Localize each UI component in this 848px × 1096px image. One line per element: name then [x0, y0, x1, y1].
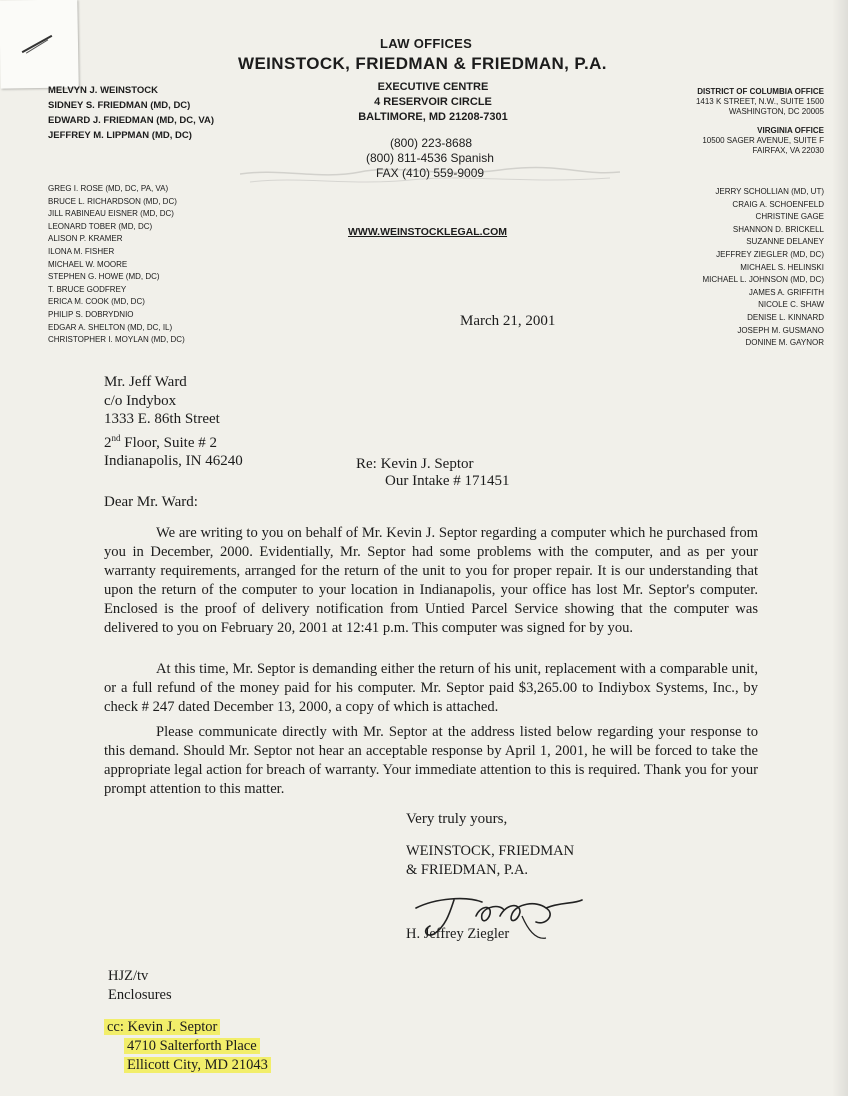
signature-firm-line: WEINSTOCK, FRIEDMAN — [406, 843, 575, 859]
dc-office-line: 1413 K STREET, N.W., SUITE 1500 — [695, 97, 824, 106]
enclosures-note: Enclosures — [108, 987, 172, 1003]
associate-name: JERRY SCHOLLIAN (MD, UT) — [715, 187, 824, 196]
associate-name: JOSEPH M. GUSMANO — [737, 325, 824, 335]
phone-line: (800) 223-8688 — [390, 136, 473, 150]
associate-name: MICHAEL L. JOHNSON (MD, DC) — [702, 275, 824, 285]
partner-name: JEFFREY M. LIPPMAN (MD, DC) — [48, 130, 192, 141]
typist-initials: HJZ/tv — [108, 968, 149, 984]
recipient-street: 1333 E. 86th Street — [104, 411, 220, 427]
office-address — [358, 80, 508, 125]
recipient-care-of: c/o Indybox — [104, 392, 177, 409]
va-office-line: FAIRFAX, VA 22030 — [752, 146, 824, 155]
associate-name: JAMES A. GRIFFITH — [748, 287, 824, 297]
cc-block — [104, 1018, 271, 1075]
pen-mark-icon — [18, 28, 59, 59]
cc-city: Ellicott City, MD 21043 — [124, 1057, 271, 1073]
associate-name: NICOLE C. SHAW — [758, 300, 824, 310]
associate-name: JEFFREY ZIEGLER (MD, DC) — [716, 249, 824, 259]
recipient-city: Indianapolis, IN 46240 — [104, 453, 243, 469]
associate-name: MICHAEL S. HELINSKI — [740, 262, 824, 272]
associate-name: PHILIP S. DOBRYDNIO — [48, 309, 134, 319]
associate-name: SHANNON D. BRICKELL — [732, 224, 824, 234]
associates-left-list — [48, 183, 185, 347]
intake-number: Our Intake # 171451 — [385, 473, 510, 489]
associate-name: GREG I. ROSE (MD, DC, PA, VA) — [48, 184, 169, 193]
associates-right-list — [650, 186, 824, 350]
website-link[interactable]: WWW.WEINSTOCKLEGAL.COM — [348, 226, 508, 238]
associate-name: CHRISTINE GAGE — [755, 212, 824, 222]
dc-office-line: WASHINGTON, DC 20005 — [728, 107, 824, 116]
folded-corner — [0, 0, 79, 89]
address-line: 4 RESERVOIR CIRCLE — [374, 96, 492, 108]
reference-initials — [108, 967, 172, 1005]
associate-name: EDGAR A. SHELTON (MD, DC, IL) — [48, 322, 173, 332]
address-line: EXECUTIVE CENTRE — [377, 81, 489, 93]
associate-name: T. BRUCE GODFREY — [48, 284, 127, 294]
signer-name: H. Jeffrey Ziegler — [406, 926, 510, 942]
associate-name: DENISE L. KINNARD — [747, 312, 824, 322]
associate-name: ERICA M. COOK (MD, DC) — [48, 297, 145, 307]
va-office-heading: VIRGINIA OFFICE — [757, 126, 824, 135]
address-line: BALTIMORE, MD 21208-7301 — [358, 111, 508, 123]
recipient-address — [104, 373, 243, 471]
recipient-floor: 2nd Floor, Suite # 2 — [104, 432, 217, 451]
associate-name: JILL RABINEAU EISNER (MD, DC) — [48, 209, 174, 219]
scan-edge-shadow — [832, 0, 848, 1096]
letter-date: March 21, 2001 — [460, 313, 556, 329]
associate-name: BRUCE L. RICHARDSON (MD, DC) — [48, 196, 177, 206]
firm-name: WEINSTOCK, FRIEDMAN & FRIEDMAN, P.A. — [238, 54, 607, 73]
cc-street: 4710 Salterforth Place — [124, 1038, 260, 1054]
va-office-line: 10500 SAGER AVENUE, SUITE F — [702, 136, 824, 145]
associate-name: ILONA M. FISHER — [48, 246, 115, 256]
closing: Very truly yours, — [406, 811, 508, 827]
partners-list — [48, 83, 214, 143]
associate-name: LEONARD TOBER (MD, DC) — [48, 221, 153, 231]
associate-name: DONINE M. GAYNOR — [745, 338, 824, 348]
body-paragraph-3: Please communicate directly with Mr. Septor at the address listed below regarding your response to this demand. Should Mr. Septor not hear an acceptable response by April 1, 2001, he will be forced to take the appropriate legal action for breach of warranty. Your immediate attention to this is required. Thank you for your prompt attention to this matter. — [104, 724, 758, 797]
recipient-name: Mr. Jeff Ward — [104, 374, 187, 390]
associate-name: SUZANNE DELANEY — [746, 237, 824, 247]
body-paragraph-1: We are writing to you on behalf of Mr. Kevin J. Septor regarding a computer which he purchased from you in December, 2000. Evidentially, Mr. Septor had some problems with the computer, and as per your warranty requirements, arranged for the return of the unit to you for proper repair. It is our understanding that upon the return of the computer to your location in Indianapolis, your office has lost Mr. Septor's computer. Enclosed is the proof of delivery notification from Untied Parcel Service showing that the computer was delivered to you on February 20, 2001 at 12:41 p.m. This computer was signed for by you. — [104, 525, 758, 636]
partner-name: MELVYN J. WEINSTOCK — [48, 85, 158, 96]
phone-line: (800) 811-4536 Spanish — [366, 151, 494, 165]
re-line — [356, 456, 510, 490]
body-paragraph-2: At this time, Mr. Septor is demanding either the return of his unit, replacement with a comparable unit, or a full refund of the money paid for his computer. Mr. Septor paid $3,265.00 to Indiybox Systems, Inc., by check # 247 dated December 13, 2000, a copy of which is attached. — [104, 661, 758, 715]
associate-name: STEPHEN G. HOWE (MD, DC) — [48, 272, 160, 282]
signature-firm — [406, 842, 574, 880]
partner-name: EDWARD J. FRIEDMAN (MD, DC, VA) — [48, 115, 215, 126]
cc-name: cc: Kevin J. Septor — [104, 1019, 220, 1035]
branch-offices — [650, 87, 824, 156]
associate-name: ALISON P. KRAMER — [48, 234, 123, 244]
partner-name: SIDNEY S. FRIEDMAN (MD, DC) — [48, 100, 191, 111]
signature-firm-line: & FRIEDMAN, P.A. — [406, 862, 529, 878]
associate-name: MICHAEL W. MOORE — [48, 259, 128, 269]
associate-name: CHRISTOPHER I. MOYLAN (MD, DC) — [48, 335, 185, 345]
law-offices-label: LAW OFFICES — [380, 36, 473, 51]
dc-office-heading: DISTRICT OF COLUMBIA OFFICE — [697, 87, 824, 96]
fax-line: FAX (410) 559-9009 — [376, 166, 485, 180]
faint-bleedthrough-mark — [240, 166, 620, 188]
salutation: Dear Mr. Ward: — [104, 494, 198, 510]
re-subject: Re: Kevin J. Septor — [356, 456, 474, 472]
associate-name: CRAIG A. SCHOENFELD — [732, 199, 824, 209]
